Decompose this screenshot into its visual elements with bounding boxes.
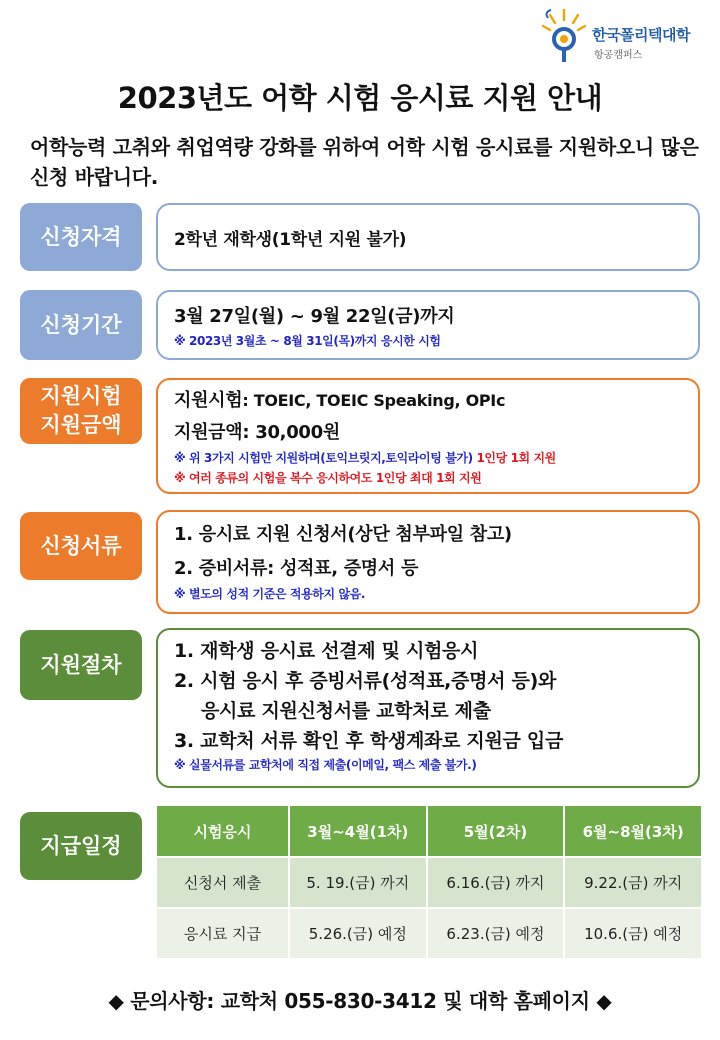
schedule-header: 3월~4월(1차) (289, 806, 427, 857)
support-label-line2: 지원금액 (40, 413, 122, 437)
campus-name: 항공캠퍼스 (594, 50, 643, 61)
schedule-header: 6월~8월(3차) (564, 806, 701, 857)
support-amount-key: 지원금액 (174, 422, 243, 443)
college-logo (542, 6, 712, 66)
support-amount-line (174, 418, 698, 444)
support-note-1-a: ※ 위 3가지 시험만 지원하며(토익브릿지,토익라이팅 불가) (174, 451, 473, 465)
table-row (157, 908, 701, 958)
eligibility-box (156, 203, 700, 271)
support-exam-line (174, 386, 698, 412)
support-note-1 (174, 449, 698, 466)
schedule-header: 시험응시 (157, 806, 289, 857)
schedule-table (157, 806, 701, 958)
procedure-box (156, 628, 700, 788)
documents-label: 신청서류 (20, 512, 142, 580)
period-text: 3월 27일(월) ~ 9월 22일(금)까지 (174, 306, 455, 327)
schedule-label: 지급일정 (20, 812, 142, 880)
schedule-cell: 5.26.(금) 예정 (289, 908, 427, 958)
documents-item-1: 1. 응시료 지원 신청서(상단 첨부파일 참고) (174, 524, 512, 545)
schedule-header: 5월(2차) (427, 806, 565, 857)
procedure-item-3: 3. 교학처 서류 확인 후 학생계좌로 지원금 입금 (174, 730, 564, 752)
contact-footer: ◆ 문의사항: 교학처 055-830-3412 및 대학 홈페이지 ◆ (108, 989, 612, 1013)
support-label-line1: 지원시험 (40, 384, 122, 408)
table-row (157, 857, 701, 908)
procedure-note: ※ 실물서류를 교학처에 직접 제출(이메일, 팩스 제출 불가.) (174, 758, 477, 772)
page-title: 2023년도 어학 시험 응시료 지원 안내 (117, 81, 603, 115)
eligibility-text: 2학년 재학생(1학년 지원 불가) (174, 230, 407, 250)
support-amount-value: : 30,000원 (242, 422, 340, 443)
support-note-2: ※ 여러 종류의 시험을 복수 응시하여도 1인당 최대 1회 지원 (174, 471, 482, 485)
schedule-cell: 10.6.(금) 예정 (564, 908, 701, 958)
support-exam-key: 지원시험 (174, 390, 243, 411)
support-label (20, 378, 142, 444)
period-note: ※ 2023년 3월초 ~ 8월 31일(목)까지 응시한 시험 (174, 334, 441, 348)
support-note-1-b: 1인당 1회 지원 (476, 451, 556, 465)
documents-box (156, 510, 700, 614)
documents-note: ※ 별도의 성적 기준은 적용하지 않음. (174, 587, 366, 601)
schedule-cell: 9.22.(금) 까지 (564, 857, 701, 908)
college-name: 한국폴리텍대학 (592, 26, 690, 44)
polytech-logo-icon (542, 6, 592, 64)
schedule-cell: 신청서 제출 (157, 857, 289, 908)
schedule-header-row (157, 806, 701, 857)
period-label: 신청기간 (20, 290, 142, 360)
procedure-item-1: 1. 재학생 응시료 선결제 및 시험응시 (174, 640, 479, 662)
documents-item-2: 2. 증비서류: 성적표, 증명서 등 (174, 558, 419, 579)
support-exam-value: : TOEIC, TOEIC Speaking, OPIc (242, 391, 506, 410)
schedule-cell: 응시료 지급 (157, 908, 289, 958)
schedule-cell: 6.16.(금) 까지 (427, 857, 565, 908)
procedure-label: 지원절차 (20, 630, 142, 700)
support-box (156, 378, 700, 494)
intro-text: 어학능력 고취와 취업역량 강화를 위하여 어학 시험 응시료를 지원하오니 많은 신청 바랍니다. (30, 135, 699, 189)
period-box (156, 290, 700, 360)
schedule-cell: 5. 19.(금) 까지 (289, 857, 427, 908)
eligibility-label: 신청자격 (20, 203, 142, 271)
procedure-item-2a: 2. 시험 응시 후 증빙서류(성적표,증명서 등)와 (174, 670, 557, 692)
procedure-item-2b: 응시료 지원신청서를 교학처로 제출 (201, 700, 491, 722)
schedule-cell: 6.23.(금) 예정 (427, 908, 565, 958)
